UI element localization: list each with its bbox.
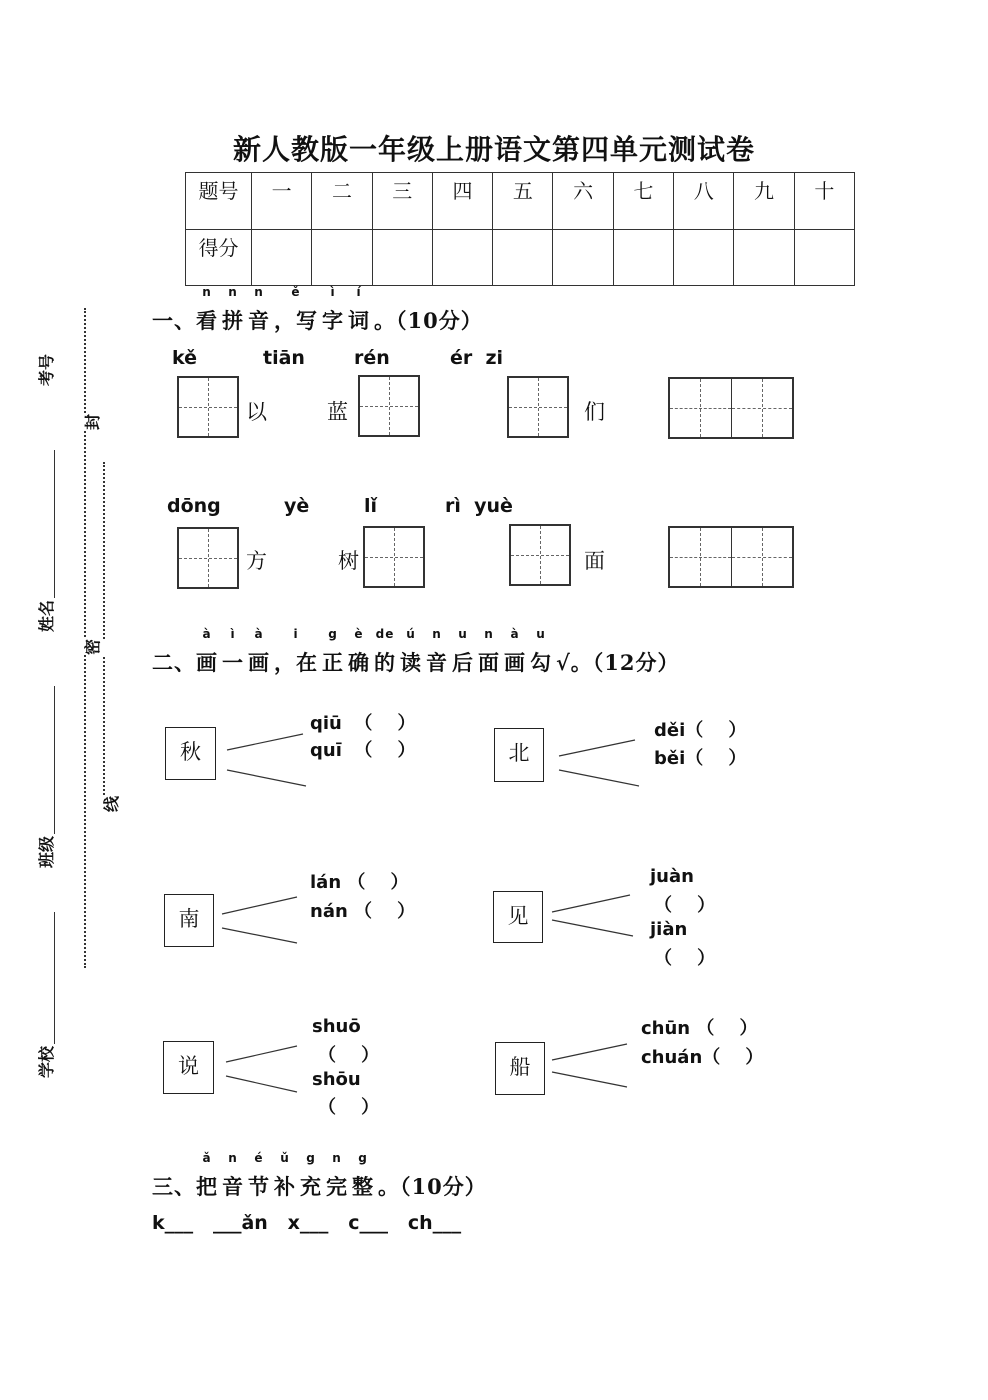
score-table-col: 九: [734, 173, 794, 230]
pinyin-option[interactable]: qiū （ ）: [310, 713, 416, 734]
connector-line: [552, 920, 633, 936]
score-table-header-score: 得分: [186, 229, 252, 286]
ruby-pinyin: ì: [330, 285, 336, 299]
xingming-label: 姓名: [37, 599, 56, 632]
ruby-pinyin: n: [228, 285, 238, 299]
ruby-char: 的: [374, 650, 396, 675]
ruby-char: 读: [400, 650, 422, 675]
ruby-char: 确: [348, 650, 370, 675]
mi-label: 密: [78, 639, 105, 655]
score-table-col: 一: [252, 173, 312, 230]
score-table-header-number: 题号: [186, 173, 252, 230]
pinyin-option[interactable]: lán （ ）: [310, 872, 409, 893]
connector-line: [559, 740, 635, 756]
ruby-pinyin: à: [202, 627, 212, 641]
ruby-char: 音: [426, 650, 448, 675]
ruby-pinyin: g: [358, 1151, 368, 1165]
score-table-col: 七: [613, 173, 673, 230]
ruby-char: 字: [322, 308, 344, 333]
connector-line: [227, 770, 306, 786]
given-char: 蓝: [327, 400, 348, 424]
banji-label: 班级: [37, 835, 56, 868]
char-box: 南: [164, 894, 214, 947]
ruby-pinyin: ě: [291, 285, 301, 299]
section1-prefix: 一、: [152, 308, 196, 333]
pinyin-word: rén: [354, 347, 390, 369]
ruby-char: 完: [326, 1174, 348, 1199]
connector-line: [559, 770, 639, 786]
ruby-char: 后: [452, 650, 474, 675]
ruby-char: ，在: [274, 650, 318, 675]
ruby-char: 一: [222, 650, 244, 675]
pinyin-option[interactable]: chūn （ ）: [641, 1018, 758, 1039]
char-box: 船: [495, 1042, 545, 1095]
ruby-pinyin: u: [458, 627, 468, 641]
ruby-pinyin: ǎ: [202, 1151, 212, 1165]
pinyin-option-paren[interactable]: （ ）: [318, 1045, 380, 1066]
pinyin-word: dōng: [167, 495, 221, 517]
ruby-pinyin: í: [356, 285, 362, 299]
pinyin-option[interactable]: děi（ ）: [654, 720, 747, 741]
pinyin-word: lǐ: [364, 495, 378, 517]
pinyin-option-paren[interactable]: （ ）: [654, 948, 716, 969]
ruby-char: 勾: [530, 650, 552, 675]
ruby-char: 拼: [222, 308, 244, 333]
section2-suffix: √。（12分）: [556, 650, 680, 675]
section3-prefix: 三、: [152, 1174, 196, 1199]
ruby-char: 音: [222, 1174, 244, 1199]
pinyin-option[interactable]: jiàn: [650, 919, 688, 940]
xuexiao-label: 学校: [37, 1045, 56, 1078]
char-box: 北: [494, 728, 544, 782]
pinyin-option[interactable]: quī （ ）: [310, 740, 416, 761]
ruby-pinyin: u: [536, 627, 546, 641]
pinyin-option-paren[interactable]: （ ）: [318, 1097, 380, 1118]
ruby-pinyin: de: [375, 627, 395, 641]
ruby-pinyin: ì: [230, 627, 236, 641]
ruby-char: 音: [248, 308, 270, 333]
score-table-col: 六: [553, 173, 613, 230]
ruby-pinyin: n: [228, 1151, 238, 1165]
section2-prefix: 二、: [152, 650, 196, 675]
page-title: 新人教版一年级上册语文第四单元测试卷: [232, 133, 755, 166]
ruby-pinyin: ǔ: [280, 1151, 290, 1165]
ruby-char: 把: [196, 1174, 218, 1199]
ruby-char: 充: [300, 1174, 322, 1199]
section1-suffix: 。（10分）: [374, 308, 483, 333]
ruby-pinyin: g: [306, 1151, 316, 1165]
ruby-char: 面: [478, 650, 500, 675]
syllable-blanks[interactable]: k___ ___ǎn x___ c___ ch___: [152, 1212, 462, 1234]
connector-line: [552, 895, 630, 912]
pinyin-word: rì yuè: [445, 495, 513, 517]
ruby-pinyin: n: [202, 285, 212, 299]
given-char: 以: [246, 400, 267, 424]
ruby-char: 画: [196, 650, 218, 675]
pinyin-word: ér zi: [450, 347, 504, 369]
ruby-char: 补: [274, 1174, 296, 1199]
given-char: 方: [246, 549, 267, 573]
ruby-char: 画: [504, 650, 526, 675]
ruby-pinyin: n: [254, 285, 264, 299]
connector-line: [552, 1072, 627, 1087]
given-char: 们: [584, 400, 605, 424]
given-char: 面: [584, 549, 605, 573]
score-table-col: 八: [674, 173, 734, 230]
pinyin-word: yè: [284, 495, 310, 517]
given-char: 树: [338, 549, 359, 573]
char-box: 见: [493, 891, 543, 943]
ruby-char: 词: [348, 308, 370, 333]
ruby-pinyin: n: [432, 627, 442, 641]
ruby-char: 正: [322, 650, 344, 675]
connector-line: [222, 897, 297, 914]
ruby-pinyin: g: [328, 627, 338, 641]
pinyin-option[interactable]: běi（ ）: [654, 748, 747, 769]
pinyin-option[interactable]: shuō: [312, 1016, 361, 1037]
ruby-pinyin: n: [484, 627, 494, 641]
ruby-pinyin: n: [332, 1151, 342, 1165]
ruby-char: ，写: [274, 308, 318, 333]
score-table-col: 三: [372, 173, 432, 230]
ruby-pinyin: à: [254, 627, 264, 641]
connector-line: [552, 1044, 627, 1060]
char-box: 秋: [165, 727, 216, 780]
ruby-pinyin: é: [254, 1151, 264, 1165]
pinyin-word: kě: [172, 347, 198, 369]
ruby-char: 画: [248, 650, 270, 675]
pinyin-option[interactable]: chuán（ ）: [641, 1047, 764, 1068]
score-table-col: 四: [432, 173, 492, 230]
pinyin-word: tiān: [263, 347, 305, 369]
ruby-pinyin: è: [354, 627, 364, 641]
ruby-pinyin: ú: [406, 627, 416, 641]
xian-label: 线: [97, 796, 124, 812]
pinyin-option[interactable]: juàn: [650, 866, 694, 887]
pinyin-option[interactable]: nán （ ）: [310, 901, 416, 922]
ruby-pinyin: à: [510, 627, 520, 641]
pinyin-option[interactable]: shōu: [312, 1069, 361, 1090]
pinyin-option-clip: [650, 944, 740, 969]
connector-line: [226, 1046, 297, 1062]
kaohao-label: 考号: [37, 353, 56, 386]
ruby-char: 节: [248, 1174, 270, 1199]
char-box: 说: [163, 1041, 214, 1094]
connector-line: [226, 1076, 297, 1092]
connector-line: [222, 928, 297, 943]
section3-heading: [152, 1151, 487, 1201]
score-table-col: 十: [794, 173, 854, 230]
ruby-char: 整: [352, 1174, 374, 1199]
pinyin-option-paren[interactable]: （ ）: [654, 895, 716, 916]
feng-label: 封: [78, 414, 105, 430]
score-table-col: 二: [312, 173, 372, 230]
connector-line: [227, 734, 303, 750]
score-table-col: 五: [493, 173, 553, 230]
ruby-pinyin: i: [293, 627, 299, 641]
section3-suffix: 。（10分）: [378, 1174, 487, 1199]
ruby-char: 看: [196, 308, 218, 333]
